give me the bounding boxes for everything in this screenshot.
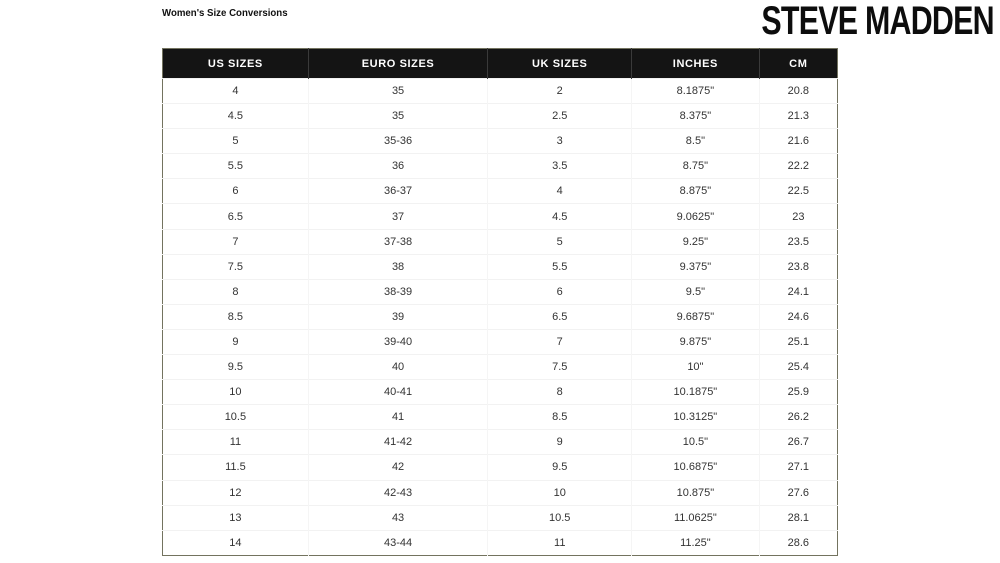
table-cell: 8.5 — [163, 304, 309, 329]
table-cell: 10.6875" — [632, 455, 760, 480]
table-cell: 20.8 — [759, 79, 837, 104]
table-row — [163, 455, 838, 480]
table-row — [163, 480, 838, 505]
table-cell: 6 — [488, 279, 632, 304]
table-cell: 9.0625" — [632, 204, 760, 229]
table-cell: 42 — [308, 455, 488, 480]
size-conversion-table — [162, 48, 838, 556]
table-row — [163, 279, 838, 304]
table-cell: 41 — [308, 405, 488, 430]
table-cell: 9.5" — [632, 279, 760, 304]
table-cell: 9.25" — [632, 229, 760, 254]
table-body — [163, 79, 838, 556]
table-row — [163, 79, 838, 104]
table-cell: 22.2 — [759, 154, 837, 179]
table-cell: 5.5 — [163, 154, 309, 179]
table-cell: 8.75" — [632, 154, 760, 179]
table-cell: 9.6875" — [632, 304, 760, 329]
table-cell: 9.5 — [488, 455, 632, 480]
size-conversion-table-container — [162, 48, 838, 556]
table-row — [163, 530, 838, 555]
table-cell: 36 — [308, 154, 488, 179]
table-cell: 41-42 — [308, 430, 488, 455]
table-cell: 11.0625" — [632, 505, 760, 530]
table-row — [163, 329, 838, 354]
table-cell: 8 — [488, 380, 632, 405]
table-cell: 23 — [759, 204, 837, 229]
table-cell: 38 — [308, 254, 488, 279]
table-cell: 43 — [308, 505, 488, 530]
table-cell: 27.1 — [759, 455, 837, 480]
table-cell: 10.5" — [632, 430, 760, 455]
table-cell: 28.6 — [759, 530, 837, 555]
table-cell: 7 — [163, 229, 309, 254]
table-row — [163, 430, 838, 455]
table-cell: 4 — [488, 179, 632, 204]
table-cell: 14 — [163, 530, 309, 555]
table-cell: 25.1 — [759, 329, 837, 354]
table-cell: 36-37 — [308, 179, 488, 204]
table-cell: 25.4 — [759, 355, 837, 380]
table-cell: 11.25" — [632, 530, 760, 555]
table-cell: 10.3125" — [632, 405, 760, 430]
table-cell: 5 — [488, 229, 632, 254]
table-cell: 10.5 — [163, 405, 309, 430]
table-cell: 7.5 — [488, 355, 632, 380]
table-cell: 10 — [163, 380, 309, 405]
table-cell: 24.6 — [759, 304, 837, 329]
table-cell: 13 — [163, 505, 309, 530]
table-cell: 8.5" — [632, 129, 760, 154]
table-cell: 8.1875" — [632, 79, 760, 104]
table-row — [163, 355, 838, 380]
table-cell: 37-38 — [308, 229, 488, 254]
table-cell: 9 — [488, 430, 632, 455]
table-cell: 4 — [163, 79, 309, 104]
table-cell: 11 — [163, 430, 309, 455]
table-cell: 39-40 — [308, 329, 488, 354]
table-cell: 35 — [308, 79, 488, 104]
column-header-inches: INCHES — [632, 49, 760, 79]
table-row — [163, 304, 838, 329]
table-row — [163, 405, 838, 430]
table-cell: 22.5 — [759, 179, 837, 204]
table-cell: 23.8 — [759, 254, 837, 279]
table-cell: 27.6 — [759, 480, 837, 505]
table-row — [163, 505, 838, 530]
table-row — [163, 229, 838, 254]
table-cell: 5.5 — [488, 254, 632, 279]
table-header — [163, 49, 838, 79]
table-cell: 7 — [488, 329, 632, 354]
table-cell: 8.375" — [632, 104, 760, 129]
table-row — [163, 204, 838, 229]
table-cell: 10" — [632, 355, 760, 380]
table-cell: 10 — [488, 480, 632, 505]
brand-logo: STEVE MADDEN — [761, 0, 994, 43]
table-cell: 21.3 — [759, 104, 837, 129]
table-cell: 10.1875" — [632, 380, 760, 405]
table-cell: 8.5 — [488, 405, 632, 430]
table-cell: 5 — [163, 129, 309, 154]
table-cell: 35 — [308, 104, 488, 129]
table-cell: 6.5 — [488, 304, 632, 329]
table-cell: 23.5 — [759, 229, 837, 254]
table-header-row — [163, 49, 838, 79]
table-cell: 25.9 — [759, 380, 837, 405]
table-cell: 8.875" — [632, 179, 760, 204]
table-cell: 6.5 — [163, 204, 309, 229]
table-cell: 9 — [163, 329, 309, 354]
table-cell: 9.375" — [632, 254, 760, 279]
column-header-us-sizes: US SIZES — [163, 49, 309, 79]
table-cell: 35-36 — [308, 129, 488, 154]
table-cell: 40-41 — [308, 380, 488, 405]
table-cell: 8 — [163, 279, 309, 304]
table-cell: 7.5 — [163, 254, 309, 279]
column-header-cm: CM — [759, 49, 837, 79]
table-cell: 2 — [488, 79, 632, 104]
table-cell: 43-44 — [308, 530, 488, 555]
table-cell: 40 — [308, 355, 488, 380]
table-cell: 3 — [488, 129, 632, 154]
table-row — [163, 380, 838, 405]
table-cell: 10.875" — [632, 480, 760, 505]
table-cell: 37 — [308, 204, 488, 229]
table-cell: 9.875" — [632, 329, 760, 354]
table-row — [163, 154, 838, 179]
table-cell: 10.5 — [488, 505, 632, 530]
table-cell: 28.1 — [759, 505, 837, 530]
table-row — [163, 254, 838, 279]
table-cell: 21.6 — [759, 129, 837, 154]
table-cell: 6 — [163, 179, 309, 204]
table-row — [163, 104, 838, 129]
table-cell: 12 — [163, 480, 309, 505]
table-cell: 24.1 — [759, 279, 837, 304]
table-cell: 9.5 — [163, 355, 309, 380]
column-header-euro-sizes: EURO SIZES — [308, 49, 488, 79]
column-header-uk-sizes: UK SIZES — [488, 49, 632, 79]
table-row — [163, 179, 838, 204]
table-cell: 11.5 — [163, 455, 309, 480]
table-cell: 2.5 — [488, 104, 632, 129]
table-cell: 4.5 — [163, 104, 309, 129]
table-cell: 26.7 — [759, 430, 837, 455]
table-cell: 39 — [308, 304, 488, 329]
table-cell: 42-43 — [308, 480, 488, 505]
table-cell: 26.2 — [759, 405, 837, 430]
table-row — [163, 129, 838, 154]
page-title: Women's Size Conversions — [162, 7, 288, 19]
table-cell: 4.5 — [488, 204, 632, 229]
table-cell: 3.5 — [488, 154, 632, 179]
table-cell: 38-39 — [308, 279, 488, 304]
table-cell: 11 — [488, 530, 632, 555]
